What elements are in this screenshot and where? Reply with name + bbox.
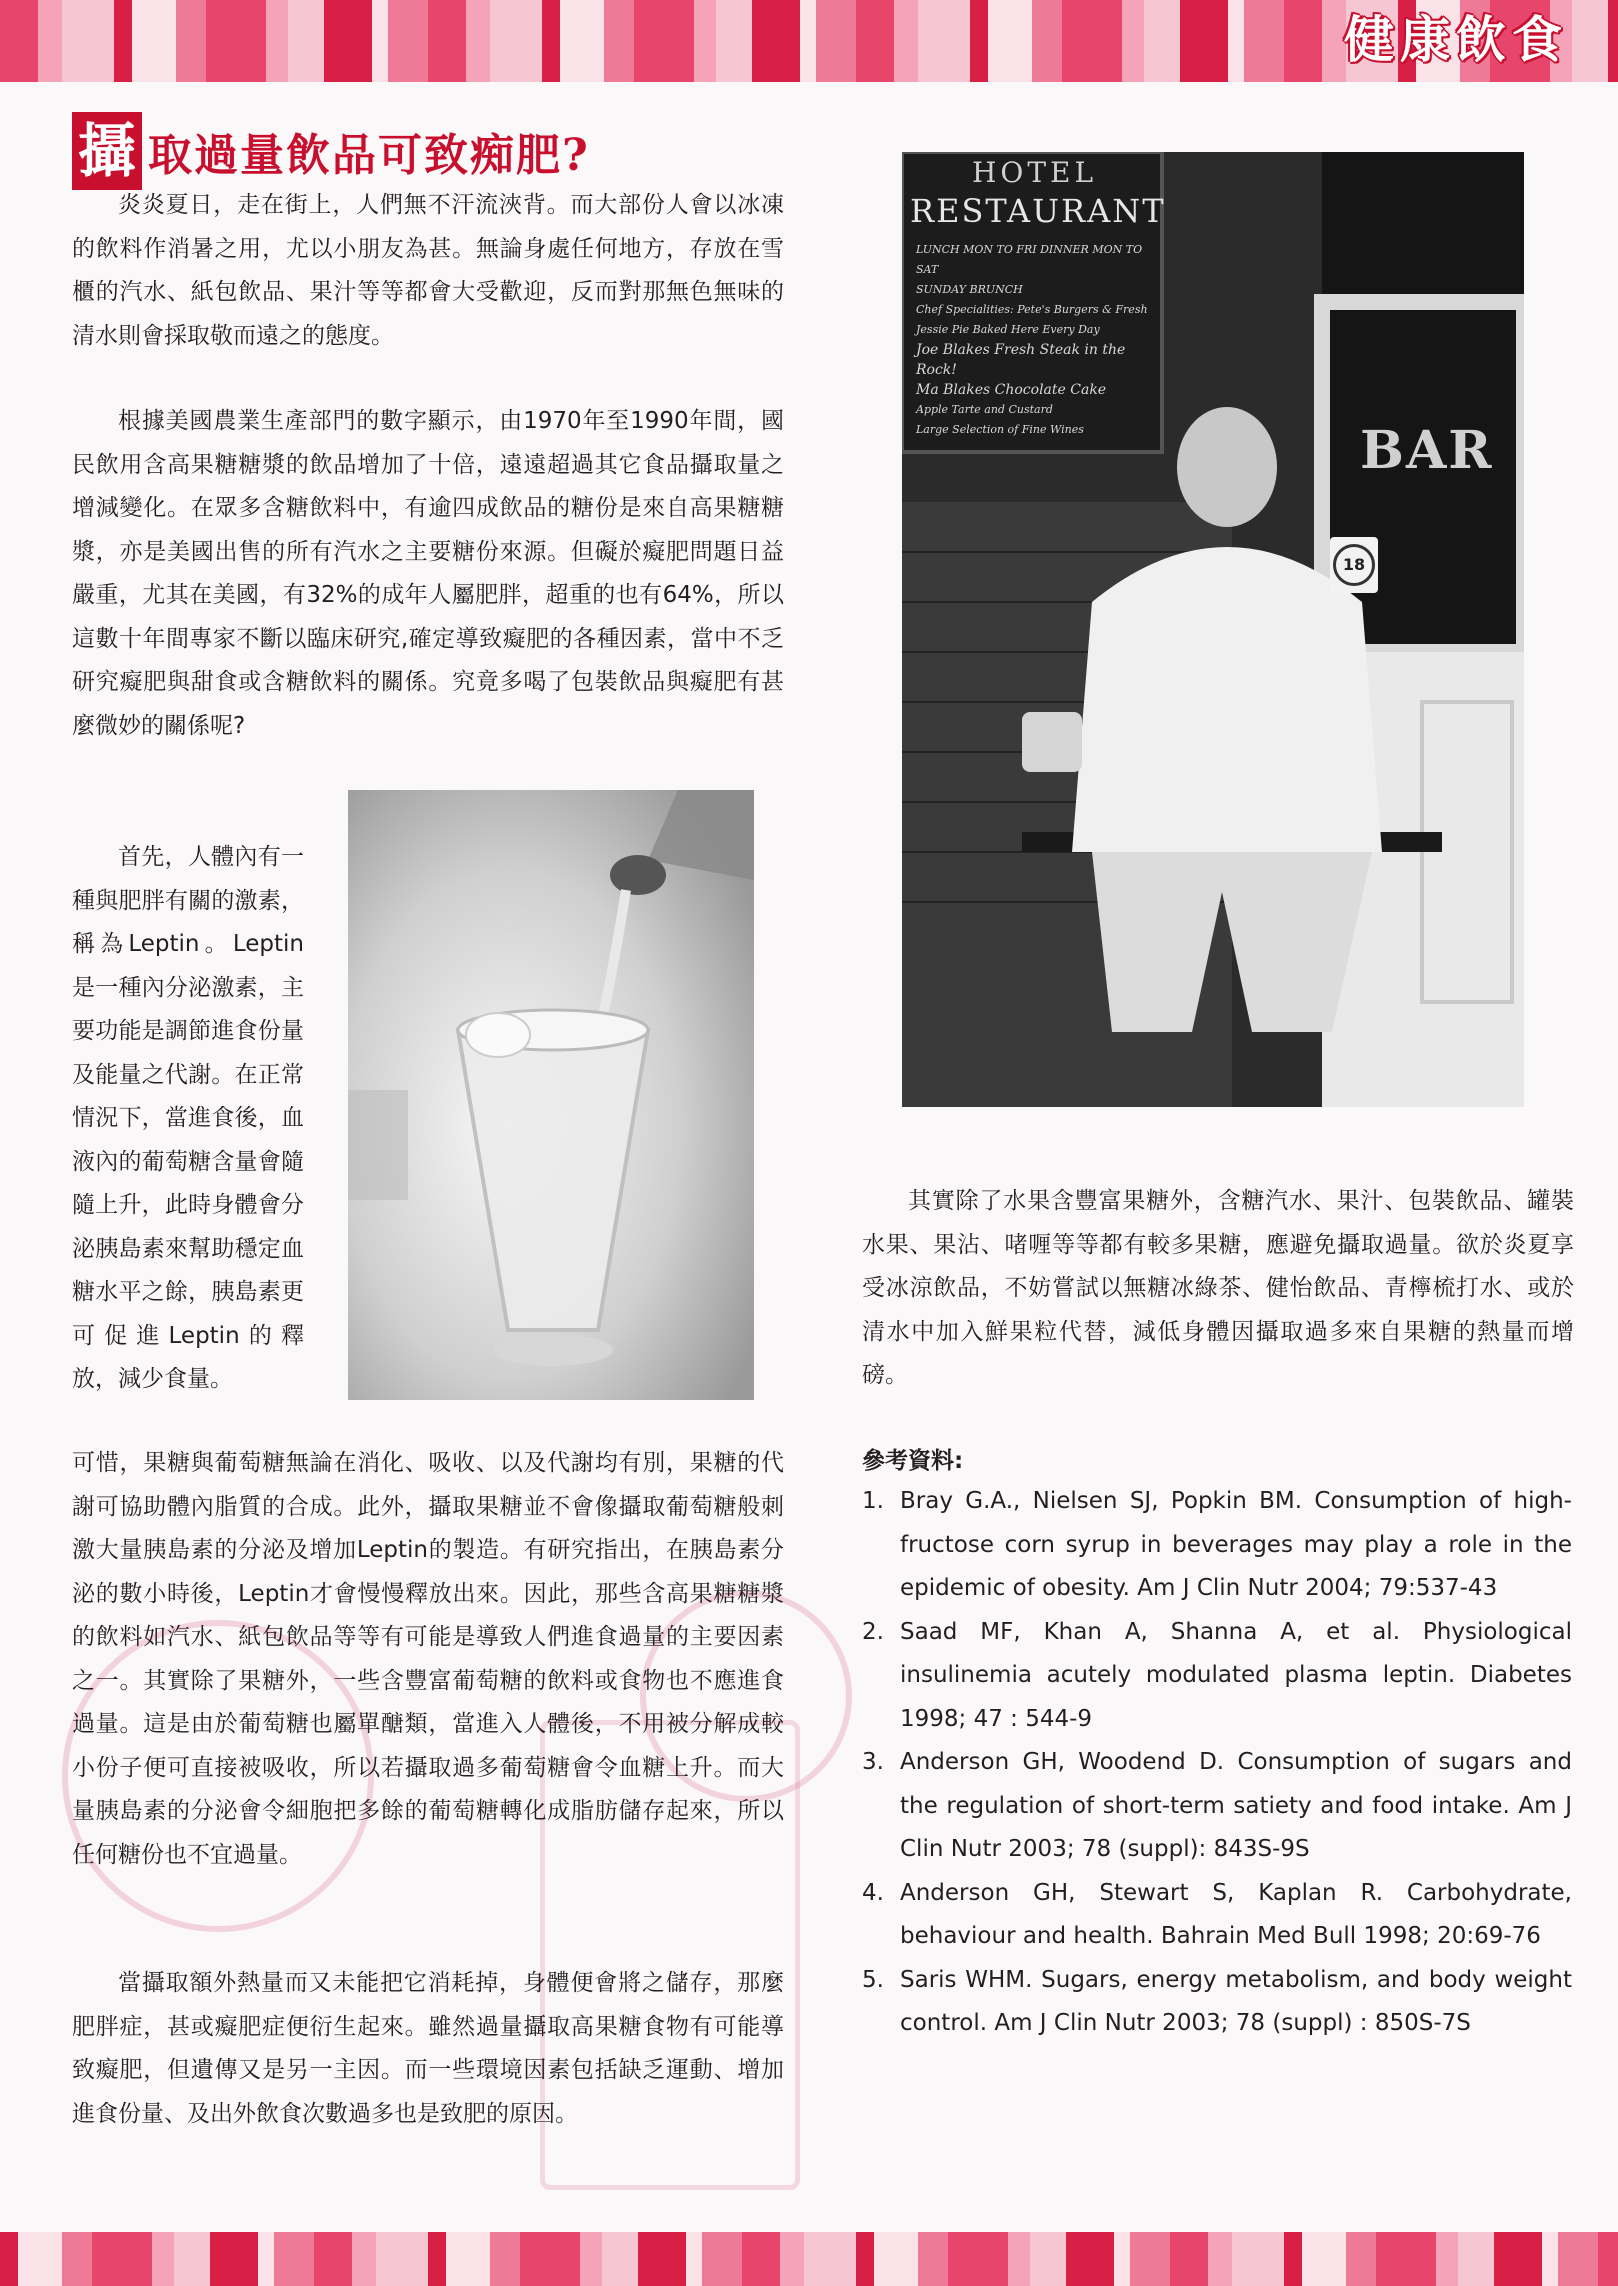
- references-list: [862, 1480, 1572, 2046]
- stripe-band: [1114, 2232, 1130, 2286]
- stripe-band: [266, 0, 288, 82]
- stripe-band: [560, 0, 604, 82]
- stripe-band: [490, 0, 542, 82]
- reference-item: [862, 1480, 1572, 1611]
- stripe-band: [800, 0, 816, 82]
- chalkboard-menu: [916, 240, 1152, 440]
- article-title: [72, 112, 590, 190]
- stripe-band: [780, 2232, 804, 2286]
- stripe-band: [686, 2232, 702, 2286]
- stripe-band: [1062, 0, 1122, 82]
- paragraph-intro: 炎炎夏日，走在街上，人們無不汗流浹背。而大部份人會以冰凍的飲料作消暑之用，尤以小朋友為甚。無論身處任何地方，存放在雪櫃的汽水、紙包飲品、果汁等等都會大受歡迎，反而對那無色無味的清水則會採取敬而遠之的態度。: [72, 192, 784, 349]
- reference-text: Bray G.A., Nielsen SJ, Popkin BM. Consumption of high-fructose corn syrup in beverages may play a role in the epidemic of obesity. Am J Clin Nutr 2004; 79:537-43: [900, 1488, 1572, 1601]
- stripe-band: [638, 2232, 686, 2286]
- stripe-band: [1032, 0, 1062, 82]
- title-text: 取過量飲品可致痴肥?: [148, 130, 590, 181]
- stripe-band: [1008, 2232, 1030, 2286]
- reference-text: Anderson GH, Stewart S, Kaplan R. Carbohydrate, behaviour and health. Bahrain Med Bull 1998; 20:69-76: [900, 1879, 1572, 1949]
- stripe-band: [1572, 0, 1608, 82]
- stripe-band: [372, 0, 388, 82]
- reference-number: 5.: [862, 1966, 884, 1993]
- footer-stripe: [0, 2232, 1618, 2286]
- stripe-band: [1542, 2232, 1558, 2286]
- reference-number: 1.: [862, 1488, 884, 1514]
- stripe-band: [1066, 2232, 1114, 2286]
- stripe-band: [62, 0, 114, 82]
- stripe-band: [1244, 0, 1284, 82]
- stripe-band: [0, 2232, 18, 2286]
- reference-item: [862, 1959, 1572, 2046]
- reference-number: 3.: [862, 1749, 884, 1775]
- stripe-band: [602, 2232, 638, 2286]
- stripe-band: [1346, 2232, 1376, 2286]
- stripe-band: [1208, 2232, 1232, 2286]
- sign-restaurant: RESTAURANT: [910, 192, 1166, 230]
- stripe-band: [894, 0, 918, 82]
- stripe-band: [428, 0, 466, 82]
- stripe-band: [114, 0, 132, 82]
- paragraph-fructose: 可惜，果糖與葡萄糖無論在消化、吸收、以及代謝均有別，果糖的代謝可協助體內脂質的合成。此外，攝取果糖並不會像攝取葡萄糖般刺激大量胰島素的分泌及增加Leptin的製造。有研究指出，在胰島素分泌的數小時後，Leptin才會慢慢釋放出來。因此，那些含高果糖糖漿的飲料如汽水、紙包飲品等等有可能是導致人們進食過量的主要因素之一。其實除了果糖外，一些含豐富葡萄糖的飲料或食物也不應進食過量。這是由於葡萄糖也屬單醣類，當進入人體後，不用被分解成較小份子便可直接被吸收，所以若攝取過多葡萄糖會令血糖上升。而大量胰島素的分泌會令細胞把多餘的葡萄糖轉化成脂肪儲存起來，所以任何糖份也不宜過量。: [72, 1450, 784, 1868]
- stripe-band: [694, 0, 716, 82]
- stripe-band: [1608, 0, 1618, 82]
- age-badge: [1330, 537, 1378, 593]
- stripe-band: [1458, 2232, 1494, 2286]
- drink-pouring-photo: [348, 790, 754, 1400]
- stripe-band: [634, 0, 694, 82]
- reference-item: [862, 1611, 1572, 1742]
- stripe-band: [918, 2232, 948, 2286]
- age-badge-number: 18: [1333, 544, 1375, 586]
- stripe-band: [288, 0, 324, 82]
- stripe-band: [38, 0, 62, 82]
- stripe-band: [604, 0, 634, 82]
- stripe-band: [62, 2232, 92, 2286]
- stripe-band: [1144, 0, 1180, 82]
- stripe-band: [1284, 2232, 1302, 2286]
- reference-item: [862, 1741, 1572, 1872]
- title-dropcap: 攝: [72, 112, 142, 190]
- drink-illustration: [348, 790, 754, 1400]
- stripe-band: [1302, 2232, 1346, 2286]
- stripe-band: [752, 0, 800, 82]
- stripe-band: [742, 2232, 780, 2286]
- stripe-band: [1030, 2232, 1066, 2286]
- stripe-band: [1558, 2232, 1598, 2286]
- stripe-band: [702, 2232, 742, 2286]
- stripe-band: [352, 2232, 376, 2286]
- stripe-band: [0, 0, 38, 82]
- menu-line: Chef Specialities: Pete's Burgers & Fresh: [916, 303, 1148, 316]
- stripe-band: [874, 2232, 918, 2286]
- section-tag: 健康飲食: [1344, 10, 1568, 69]
- stripe-band: [1376, 2232, 1436, 2286]
- menu-line: Joe Blakes Fresh Steak in the Rock!: [916, 342, 1126, 378]
- menu-line: SUNDAY BRUNCH: [916, 283, 1023, 296]
- paragraph-leptin: 首先，人體內有一種與肥胖有關的激素，稱為Leptin。Leptin是一種內分泌激素，主要功能是調節進食份量及能量之代謝。在正常情況下，當進食後，血液內的葡萄糖含量會隨隨上升，此時身體會分泌胰島素來幫助穩定血糖水平之餘，胰島素更可促進Leptin的釋放，減少食量。: [72, 844, 304, 1392]
- reference-number: 2.: [862, 1618, 884, 1645]
- menu-line: LUNCH MON TO FRI DINNER MON TO SAT: [916, 243, 1143, 276]
- menu-line: Jessie Pie Baked Here Every Day: [916, 323, 1100, 336]
- stripe-band: [314, 2232, 352, 2286]
- stripe-band: [1598, 2232, 1618, 2286]
- stripe-band: [174, 2232, 210, 2286]
- stripe-band: [376, 2232, 428, 2286]
- reference-item: [862, 1872, 1572, 1959]
- stripe-band: [490, 2232, 520, 2286]
- stripe-band: [948, 2232, 1008, 2286]
- references-heading: 參考資料:: [862, 1448, 964, 1474]
- menu-line: Large Selection of Fine Wines: [916, 423, 1084, 436]
- stripe-band: [388, 0, 428, 82]
- stripe-band: [274, 2232, 314, 2286]
- stripe-band: [580, 2232, 602, 2286]
- stripe-band: [176, 0, 206, 82]
- stripe-band: [716, 0, 752, 82]
- stripe-band: [520, 2232, 580, 2286]
- stripe-band: [1170, 2232, 1208, 2286]
- menu-line: Ma Blakes Chocolate Cake: [916, 382, 1107, 398]
- reference-text: Anderson GH, Woodend D. Consumption of sugars and the regulation of short-term satiety and food intake. Am J Clin Nutr 2003; 78 (suppl): 843S-9S: [900, 1749, 1572, 1862]
- stripe-band: [816, 0, 856, 82]
- stripe-band: [1436, 2232, 1458, 2286]
- stripe-band: [324, 0, 372, 82]
- stripe-band: [18, 2232, 62, 2286]
- stripe-band: [92, 2232, 152, 2286]
- stripe-band: [1130, 2232, 1170, 2286]
- stripe-band: [258, 2232, 274, 2286]
- menu-line: Apple Tarte and Custard: [916, 403, 1053, 416]
- stripe-band: [1284, 0, 1322, 82]
- stripe-band: [970, 0, 988, 82]
- stripe-band: [1322, 0, 1346, 82]
- stripe-band: [542, 0, 560, 82]
- stripe-band: [1122, 0, 1144, 82]
- stripe-band: [152, 2232, 174, 2286]
- sign-bar: BAR: [1360, 420, 1494, 481]
- restaurant-man-photo: [902, 152, 1524, 1107]
- stripe-band: [856, 0, 894, 82]
- reference-text: Saris WHM. Sugars, energy metabolism, and body weight control. Am J Clin Nutr 2003; 78 (suppl) : 850S-7S: [900, 1966, 1572, 2036]
- stripe-band: [1180, 0, 1228, 82]
- reference-text: Saad MF, Khan A, Shanna A, et al. Physiological insulinemia acutely modulated plasma leptin. Diabetes 1998; 47 : 544-9: [900, 1618, 1572, 1732]
- stripe-band: [428, 2232, 446, 2286]
- stripe-band: [210, 2232, 258, 2286]
- sign-hotel: HOTEL: [972, 156, 1098, 189]
- paragraph-causes: 當攝取額外熱量而又未能把它消耗掉，身體便會將之儲存，那麼肥胖症，甚或癡肥症便衍生起來。雖然過量攝取高果糖食物有可能導致癡肥，但遺傳又是另一主因。而一些環境因素包括缺乏運動、增加進食份量、及出外飲食次數過多也是致肥的原因。: [72, 1970, 784, 2127]
- stripe-band: [206, 0, 266, 82]
- stripe-band: [132, 0, 176, 82]
- stripe-band: [988, 0, 1032, 82]
- stripe-band: [1228, 0, 1244, 82]
- reference-number: 4.: [862, 1879, 884, 1906]
- stripe-band: [804, 2232, 856, 2286]
- stripe-band: [856, 2232, 874, 2286]
- stripe-band: [446, 2232, 490, 2286]
- stripe-band: [918, 0, 970, 82]
- stripe-band: [1232, 2232, 1284, 2286]
- paragraph-advice: 其實除了水果含豐富果糖外，含糖汽水、果汁、包裝飲品、罐裝水果、果沾、啫喱等等都有較多果糖，應避免攝取過量。欲於炎夏享受冰涼飲品，不妨嘗試以無糖冰綠茶、健怡飲品、青檸梳打水、或於清水中加入鮮果粒代替，減低身體因攝取過多來自果糖的熱量而增磅。: [862, 1188, 1574, 1388]
- stripe-band: [466, 0, 490, 82]
- stripe-band: [1494, 2232, 1542, 2286]
- paragraph-statistics: 根據美國農業生產部門的數字顯示，由1970年至1990年間，國民飲用含高果糖糖漿的飲品增加了十倍，遠遠超過其它食品攝取量之增減變化。在眾多含糖飲料中，有逾四成飲品的糖份是來自高果糖糖漿，亦是美國出售的所有汽水之主要糖份來源。但礙於癡肥問題日益嚴重，尤其在美國，有32%的成年人屬肥胖，超重的也有64%，所以這數十年間專家不斷以臨床研究,確定導致癡肥的各種因素，當中不乏研究癡肥與甜食或含糖飲料的關係。究竟多喝了包裝飲品與癡肥有甚麼微妙的關係呢?: [72, 408, 784, 739]
